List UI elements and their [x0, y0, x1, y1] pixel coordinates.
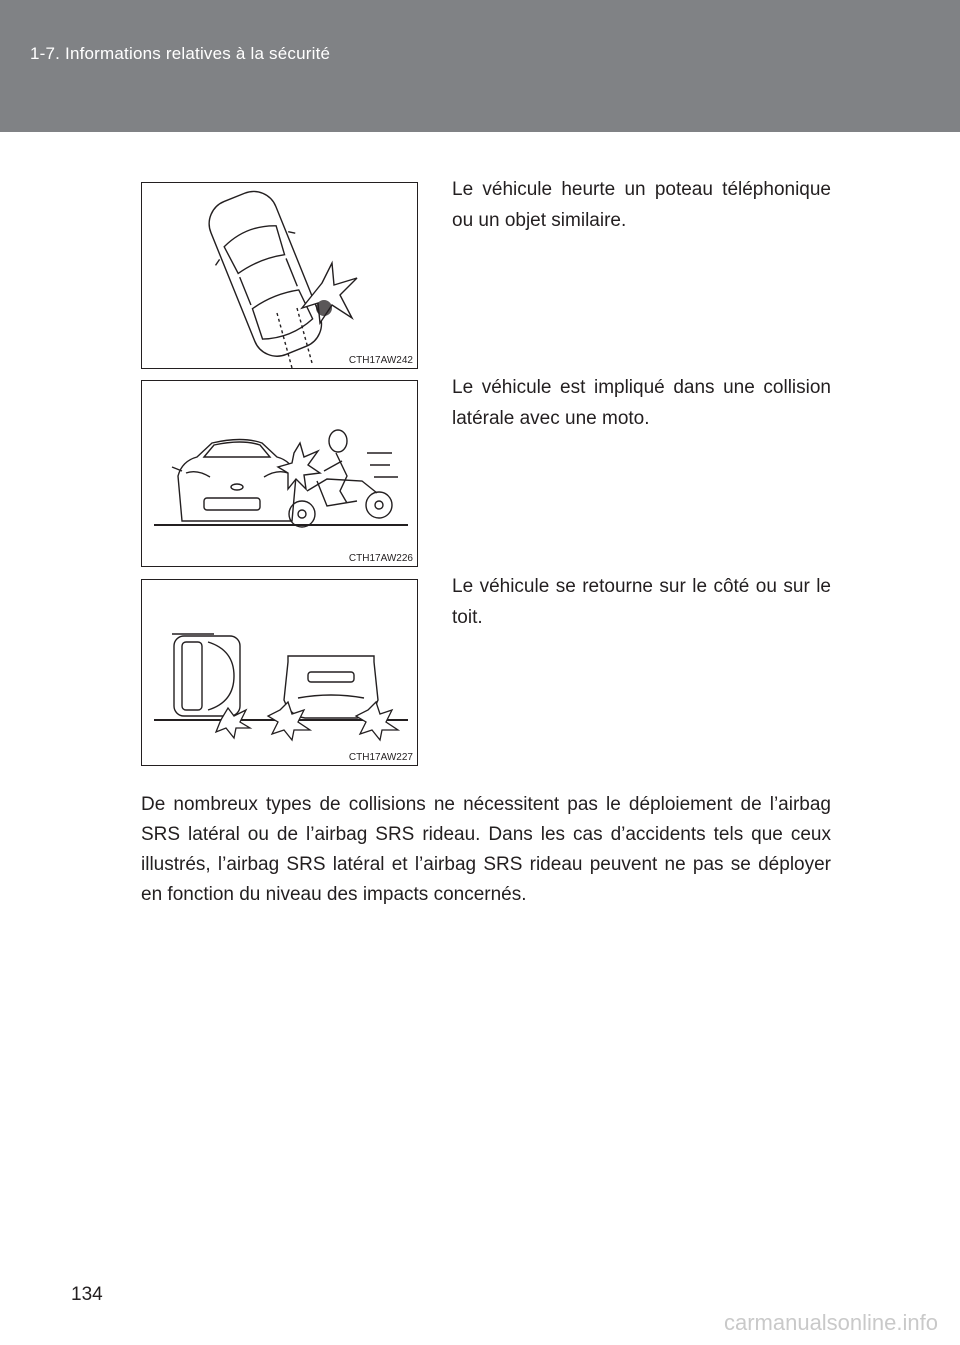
motorcycle-collision-illustration	[142, 381, 419, 568]
figure-caption: Le véhicule est impliqué dans une collision latérale avec une moto.	[452, 377, 831, 429]
figure-code: CTH17AW226	[348, 553, 413, 564]
figure-pole-collision	[141, 182, 418, 369]
page-header	[0, 0, 960, 132]
page-number: 134	[71, 1284, 103, 1305]
pole-icon	[316, 300, 332, 316]
figure-rollover	[141, 579, 418, 766]
body-paragraph: De nombreux types de collisions ne nécessitent pas le déploiement de l’airbag SRS latéral ou de l’airbag SRS rideau. Dans les cas d’accidents tels que ceux illustrés, l’airbag SRS latéral et l’airbag SRS rideau peuvent ne pas se déployer en fonction du niveau des impacts concernés.	[141, 794, 831, 905]
watermark: carmanualsonline.info	[723, 1310, 938, 1335]
figure-code: CTH17AW227	[348, 752, 413, 763]
figure-code: CTH17AW242	[348, 355, 413, 366]
rollover-illustration	[142, 580, 419, 767]
impact-burst-icon	[216, 708, 250, 738]
figure-motorcycle-collision	[141, 380, 418, 567]
pole-collision-illustration	[142, 183, 419, 370]
section-title: 1-7. Informations relatives à la sécurité	[30, 44, 331, 63]
figure-caption: Le véhicule heurte un poteau téléphonique ou un objet similaire.	[452, 179, 831, 231]
impact-burst-icon	[278, 443, 320, 489]
figure-caption: Le véhicule se retourne sur le côté ou sur le toit.	[452, 576, 831, 628]
